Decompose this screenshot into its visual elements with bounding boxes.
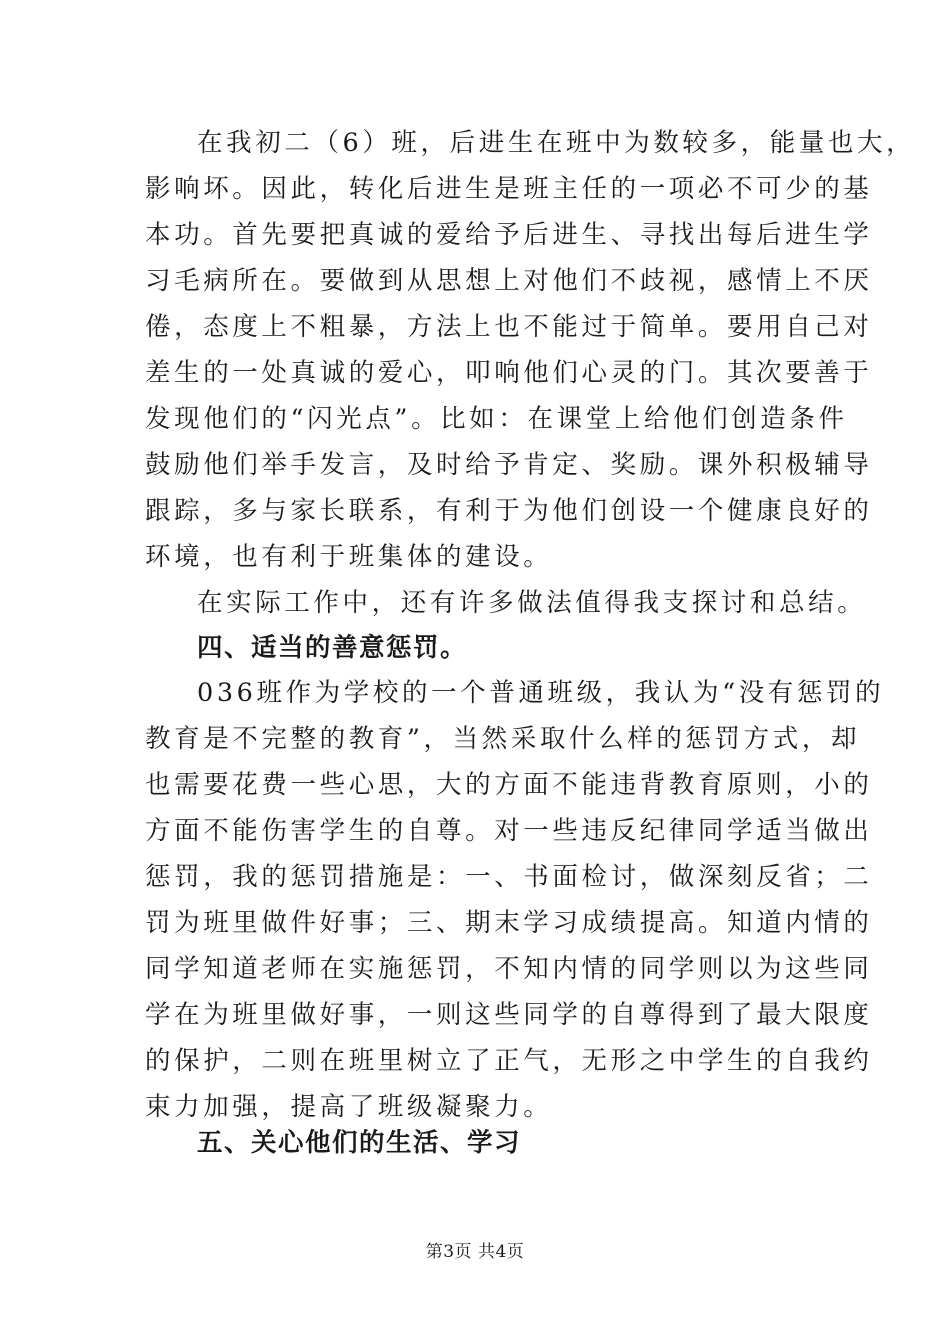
- paragraph-line: 方面不能伤害学生的自尊。对一些违反纪律同学适当做出: [145, 816, 873, 846]
- paragraph-line: 罚为班里做件好事；三、期末学习成绩提高。知道内情的: [145, 908, 873, 938]
- paragraph-line: 习毛病所在。要做到从思想上对他们不歧视，感情上不厌: [145, 266, 873, 296]
- paragraph-line: 的保护，二则在班里树立了正气，无形之中学生的自我约: [145, 1046, 873, 1076]
- paragraph-line: 束力加强，提高了班级凝聚力。: [145, 1092, 553, 1122]
- page-number-footer: 第3页 共4页: [425, 1242, 525, 1262]
- paragraph-line: 同学知道老师在实施惩罚，不知内情的同学则以为这些同: [145, 954, 873, 984]
- paragraph-line: 本功。首先要把真诚的爱给予后进生、寻找出每后进生学: [145, 220, 873, 250]
- paragraph-line: 学在为班里做好事，一则这些同学的自尊得到了最大限度: [145, 1000, 873, 1030]
- paragraph-line: 差生的一处真诚的爱心，叩响他们心灵的门。其次要善于: [145, 358, 873, 388]
- section-heading-4: 四、适当的善意惩罚。: [197, 633, 468, 663]
- paragraph-line: 在实际工作中，还有许多做法值得我支探讨和总结。: [197, 588, 867, 618]
- section-heading-5: 五、关心他们的生活、学习: [197, 1128, 522, 1158]
- paragraph-line: 倦，态度上不粗暴，方法上也不能过于简单。要用自己对: [145, 312, 873, 342]
- paragraph-line: 环境，也有利于班集体的建设。: [145, 542, 553, 572]
- paragraph-line: 也需要花费一些心思，大的方面不能违背教育原则，小的: [145, 770, 873, 800]
- paragraph-line: 鼓励他们举手发言，及时给予肯定、奖励。课外积极辅导: [145, 450, 873, 480]
- paragraph-line: 在我初二（6）班，后进生在班中为数较多，能量也大，: [197, 128, 916, 158]
- paragraph-line: 惩罚，我的惩罚措施是：一、书面检讨，做深刻反省；二: [145, 862, 873, 892]
- paragraph-line: 影响坏。因此，转化后进生是班主任的一项必不可少的基: [145, 174, 873, 204]
- paragraph-line: 036班作为学校的一个普通班级，我认为“没有惩罚的: [197, 678, 885, 708]
- paragraph-line: 发现他们的“闪光点”。比如：在课堂上给他们创造条件: [145, 404, 848, 434]
- paragraph-line: 跟踪，多与家长联系，有利于为他们创设一个健康良好的: [145, 496, 873, 526]
- paragraph-line: 教育是不完整的教育”，当然采取什么样的惩罚方式，却: [145, 724, 861, 754]
